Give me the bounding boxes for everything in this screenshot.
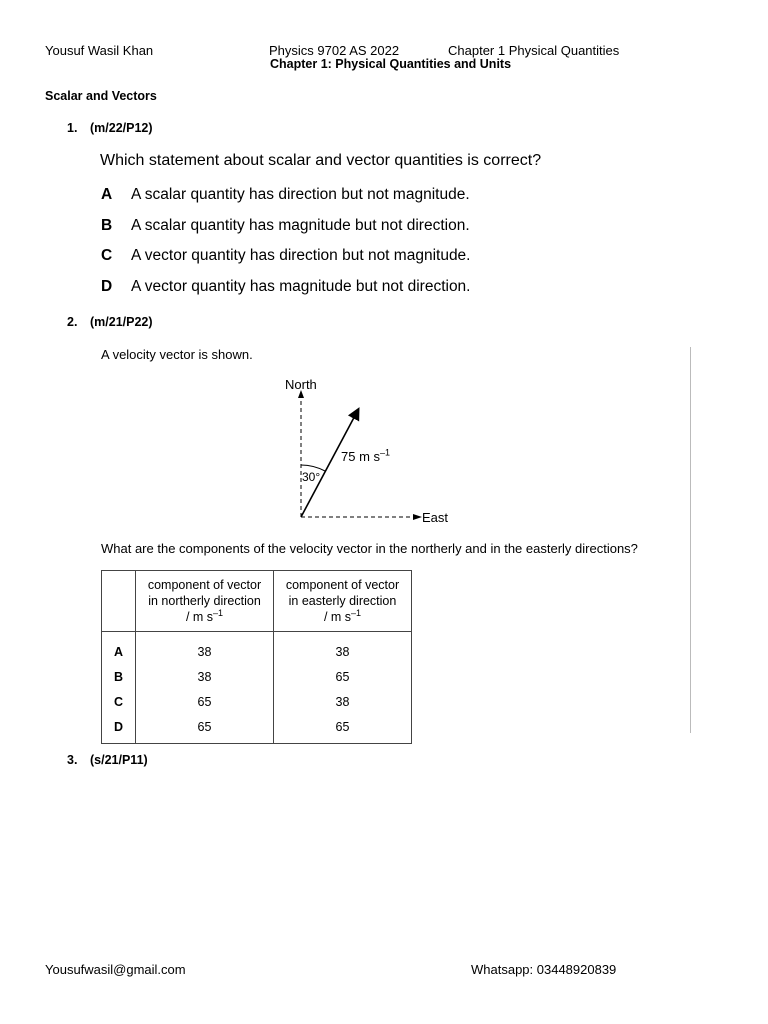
- table-row: [102, 664, 412, 689]
- east-value: 38: [274, 689, 412, 714]
- q3-number: 3.: [67, 753, 78, 767]
- q1-reference: (m/22/P12): [90, 121, 153, 135]
- course-name: Physics 9702 AS 2022: [269, 43, 400, 58]
- author-name: Yousuf Wasil Khan: [45, 43, 154, 58]
- table-row: [102, 689, 412, 714]
- q2-intro: A velocity vector is shown.: [101, 347, 253, 362]
- row-label: D: [102, 714, 136, 744]
- table-row: [102, 632, 412, 665]
- q3-reference: (s/21/P11): [90, 753, 148, 767]
- north-value: 65: [136, 714, 274, 744]
- table-header-blank: [102, 571, 136, 632]
- north-value: 65: [136, 689, 274, 714]
- q1-number: 1.: [67, 121, 78, 135]
- row-label: B: [102, 664, 136, 689]
- q1-option-b-letter: B: [101, 217, 113, 234]
- east-value: 65: [274, 664, 412, 689]
- north-value: 38: [136, 632, 274, 665]
- q1-option-a-letter: A: [101, 186, 113, 203]
- snippet-border: [690, 347, 691, 733]
- north-value: 38: [136, 664, 274, 689]
- east-value: 38: [274, 632, 412, 665]
- q1-question: Which statement about scalar and vector quantities is correct?: [100, 152, 542, 169]
- table-header-east: component of vector in easterly direction / m $s^{-1}$: [274, 571, 412, 632]
- north-label: North: [285, 377, 317, 392]
- q1-option-d-text: A vector quantity has magnitude but not direction.: [131, 278, 471, 295]
- table-header-north: component of vector in northerly direction / m $s^{-1}$: [136, 571, 274, 632]
- row-label: A: [102, 632, 136, 665]
- q1-option-c-text: A vector quantity has direction but not magnitude.: [131, 247, 471, 264]
- q1-option-c-letter: C: [101, 247, 113, 264]
- magnitude-label: 75 m $s^{-1}$: [341, 447, 391, 464]
- east-label: East: [422, 510, 449, 525]
- east-arrowhead: [413, 514, 422, 520]
- footer-email: Yousufwasil@gmail.com: [45, 962, 186, 977]
- page-title: Chapter 1: Physical Quantities and Units: [270, 57, 512, 71]
- chapter-name: Chapter 1 Physical Quantities: [448, 43, 620, 58]
- q1-option-d-letter: D: [101, 278, 113, 295]
- section-title: Scalar and Vectors: [45, 89, 157, 103]
- east-value: 65: [274, 714, 412, 744]
- q1-option-b-text: A scalar quantity has magnitude but not direction.: [131, 217, 470, 234]
- q2-reference: (m/21/P22): [90, 315, 153, 329]
- q1-option-a-text: A scalar quantity has direction but not magnitude.: [131, 186, 470, 203]
- q2-number: 2.: [67, 315, 78, 329]
- components-table: [101, 570, 412, 744]
- q2-question: What are the components of the velocity vector in the northerly and in the easterly directions?: [101, 541, 638, 556]
- footer-whatsapp: Whatsapp: 03448920839: [471, 962, 617, 977]
- table-row: [102, 714, 412, 744]
- angle-label: 30°: [302, 470, 321, 484]
- row-label: C: [102, 689, 136, 714]
